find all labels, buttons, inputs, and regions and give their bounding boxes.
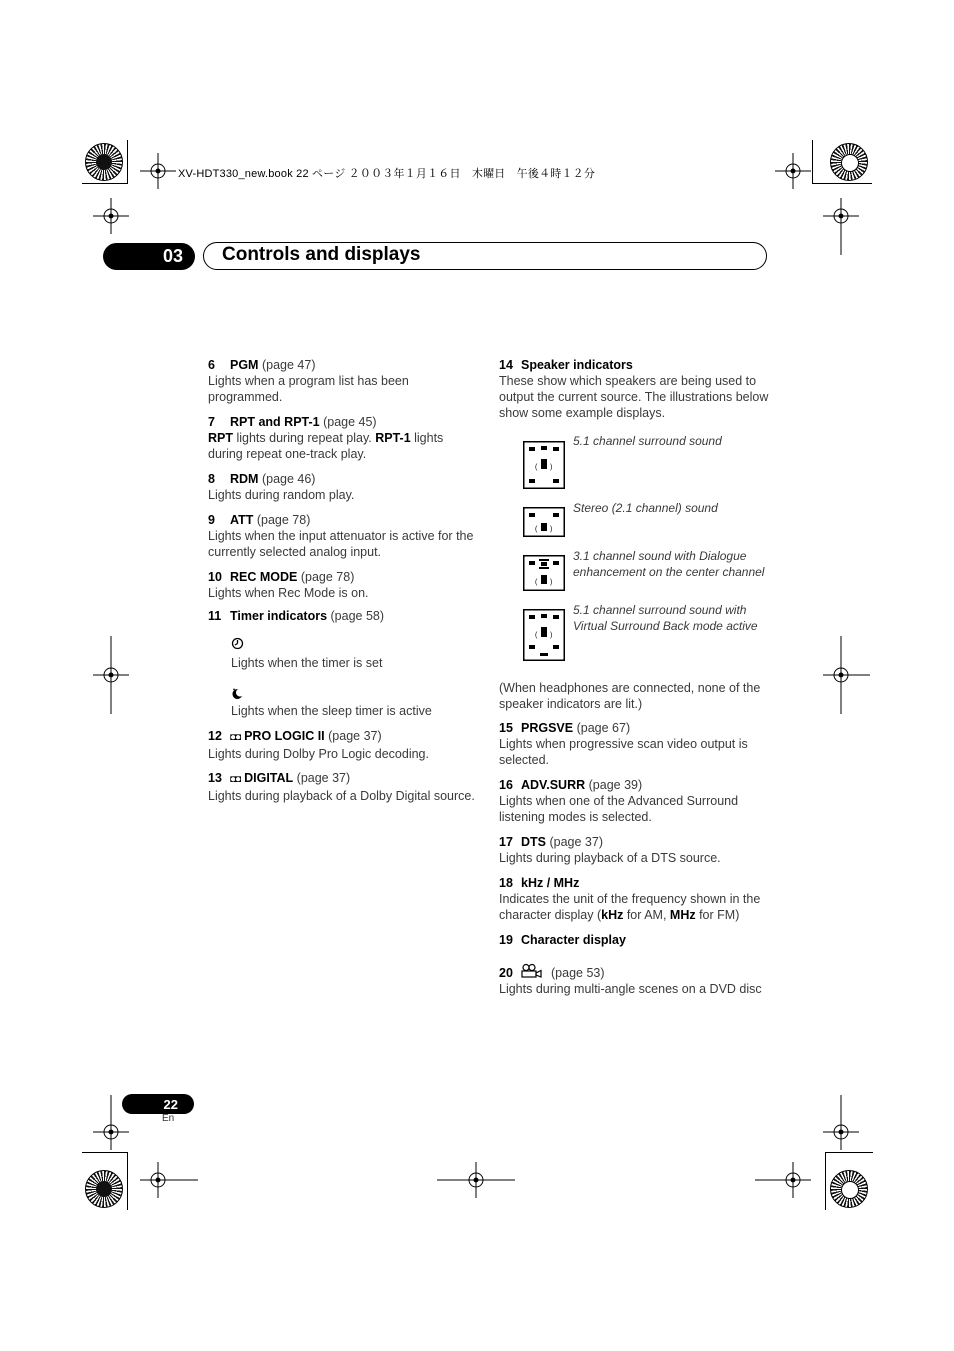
right-column	[499, 680, 769, 1006]
page-reference: (page 39)	[588, 778, 643, 792]
chapter-title: Controls and displays	[222, 244, 421, 265]
list-item	[208, 770, 476, 804]
description-text: lights during repeat one-track play.	[208, 431, 444, 461]
svg-text:): )	[550, 464, 553, 471]
page-reference: (page 45)	[323, 415, 377, 429]
bold-term: kHz	[601, 908, 624, 922]
list-item	[208, 569, 476, 601]
item-description: Lights when Rec Mode is on.	[208, 586, 369, 600]
description-text: for FM)	[695, 908, 740, 922]
item-description: Lights during playback of a Dolby Digital source.	[208, 789, 475, 803]
item-number: 18	[499, 876, 513, 890]
item-number: 20	[499, 966, 513, 980]
item-title: REC MODE	[230, 570, 298, 584]
multi-angle-camera-icon	[521, 964, 543, 978]
item-description	[208, 430, 476, 462]
list-item	[499, 875, 769, 923]
svg-text:(: (	[535, 632, 538, 639]
list-item	[499, 834, 769, 866]
list-item	[499, 720, 769, 768]
dolby-logo-icon: ◘◘	[230, 732, 241, 743]
list-item	[208, 357, 476, 405]
page-reference: (page 78)	[300, 570, 355, 584]
timer-clock-icon	[231, 637, 244, 650]
speaker-stereo-icon	[523, 507, 565, 537]
page-reference: (page 47)	[261, 358, 316, 372]
sleep-timer-description: Lights when the sleep timer is active	[231, 704, 432, 718]
item-number: 13	[208, 771, 222, 785]
timer-description: Lights when the timer is set	[231, 656, 383, 670]
page-reference: (page 37)	[328, 729, 382, 743]
item-number: 16	[499, 778, 513, 792]
item-number: 17	[499, 835, 513, 849]
speaker-caption: 3.1 channel sound with Dialogue enhancement on the center channel	[573, 549, 765, 579]
item-number: 8	[208, 472, 215, 486]
item-description: Lights during multi-angle scenes on a DVD disc	[499, 982, 762, 996]
svg-text:(: (	[535, 579, 538, 586]
item-number: 6	[208, 358, 215, 372]
item-number: 14	[499, 358, 513, 372]
item-description: Lights when the input attenuator is active for the currently selected analog input.	[208, 529, 474, 559]
speaker-caption: 5.1 channel surround sound with Virtual Surround Back mode active	[573, 603, 758, 633]
svg-text:(: (	[535, 464, 538, 471]
page-reference: (page 58)	[330, 609, 385, 623]
svg-text:(: (	[535, 526, 538, 533]
chapter-number: 03	[162, 246, 183, 266]
bold-term: RPT-1	[375, 431, 411, 445]
speaker-caption: 5.1 channel surround sound	[573, 434, 722, 448]
page-number-badge	[122, 1094, 194, 1114]
item-description: Lights when a program list has been programmed.	[208, 374, 409, 404]
item-title: ATT	[230, 513, 254, 527]
item-description: Lights during playback of a DTS source.	[499, 851, 721, 865]
page-reference: (page 46)	[261, 472, 316, 486]
item-description: Lights during random play.	[208, 488, 355, 502]
chapter-number-badge	[103, 243, 195, 270]
right-column-speakers	[499, 357, 769, 421]
item-title: Timer indicators	[230, 609, 328, 623]
item-number: 10	[208, 570, 222, 584]
speaker-5-1-icon	[523, 441, 565, 489]
bold-term: RPT	[208, 431, 233, 445]
item-number: 9	[208, 513, 215, 527]
speaker-3-1-dialogue-icon	[523, 555, 565, 591]
list-item	[208, 471, 476, 503]
description-text: Indicates the unit of the frequency shown in the character display (	[499, 892, 761, 922]
item-number: 11	[208, 609, 222, 623]
page-reference: (page 37)	[296, 771, 351, 785]
page-reference: (page 37)	[549, 835, 603, 849]
list-item	[208, 608, 476, 719]
description-text: lights during repeat play.	[233, 431, 376, 445]
item-title: Speaker indicators	[521, 358, 633, 372]
list-item	[208, 728, 476, 762]
page-reference: (page 53)	[551, 966, 605, 980]
bold-term: MHz	[669, 908, 696, 922]
list-item	[208, 512, 476, 560]
list-item	[499, 777, 769, 825]
speaker-5-1-virtual-back-icon	[523, 609, 565, 661]
item-description	[499, 891, 769, 923]
headphone-note: (When headphones are connected, none of the speaker indicators are lit.)	[499, 681, 761, 711]
svg-text:): )	[550, 632, 553, 639]
description-text: for AM,	[623, 908, 670, 922]
print-file-line: XV-HDT330_new.book 22 ページ ２００３年１月１６日 木曜日 午後４時１２分	[178, 168, 596, 180]
language-label: En	[162, 1113, 175, 1124]
page-reference: (page 67)	[576, 721, 631, 735]
item-title: RPT and RPT-1	[230, 415, 320, 429]
item-description: Lights during Dolby Pro Logic decoding.	[208, 747, 429, 761]
item-description: Lights when one of the Advanced Surround listening modes is selected.	[499, 794, 739, 824]
item-title: PRO LOGIC II	[244, 729, 325, 743]
speaker-caption: Stereo (2.1 channel) sound	[573, 501, 718, 515]
list-item	[208, 414, 476, 462]
item-title: PRGSVE	[521, 721, 574, 735]
item-number: 15	[499, 721, 513, 735]
item-title: RDM	[230, 472, 259, 486]
item-number: 19	[499, 933, 513, 947]
item-title: DTS	[521, 835, 546, 849]
dolby-logo-icon: ◘◘	[230, 774, 241, 785]
item-number: 7	[208, 415, 215, 429]
list-item	[499, 964, 769, 997]
item-description: These show which speakers are being used to output the current source. The illustrations below show some example displays.	[499, 374, 769, 420]
page-number: 22	[163, 1096, 178, 1112]
list-item	[499, 932, 769, 948]
svg-text:): )	[550, 526, 553, 533]
item-title: DIGITAL	[244, 771, 294, 785]
item-title: PGM	[230, 358, 259, 372]
page-reference: (page 78)	[256, 513, 311, 527]
item-title: Character display	[521, 933, 626, 947]
left-column	[208, 357, 476, 813]
sleep-timer-moon-icon	[231, 687, 244, 700]
item-title: kHz / MHz	[521, 876, 580, 890]
item-description: Lights when progressive scan video output is selected.	[499, 737, 748, 767]
item-title: ADV.SURR	[521, 778, 586, 792]
svg-text:): )	[550, 579, 553, 586]
item-number: 12	[208, 729, 222, 743]
